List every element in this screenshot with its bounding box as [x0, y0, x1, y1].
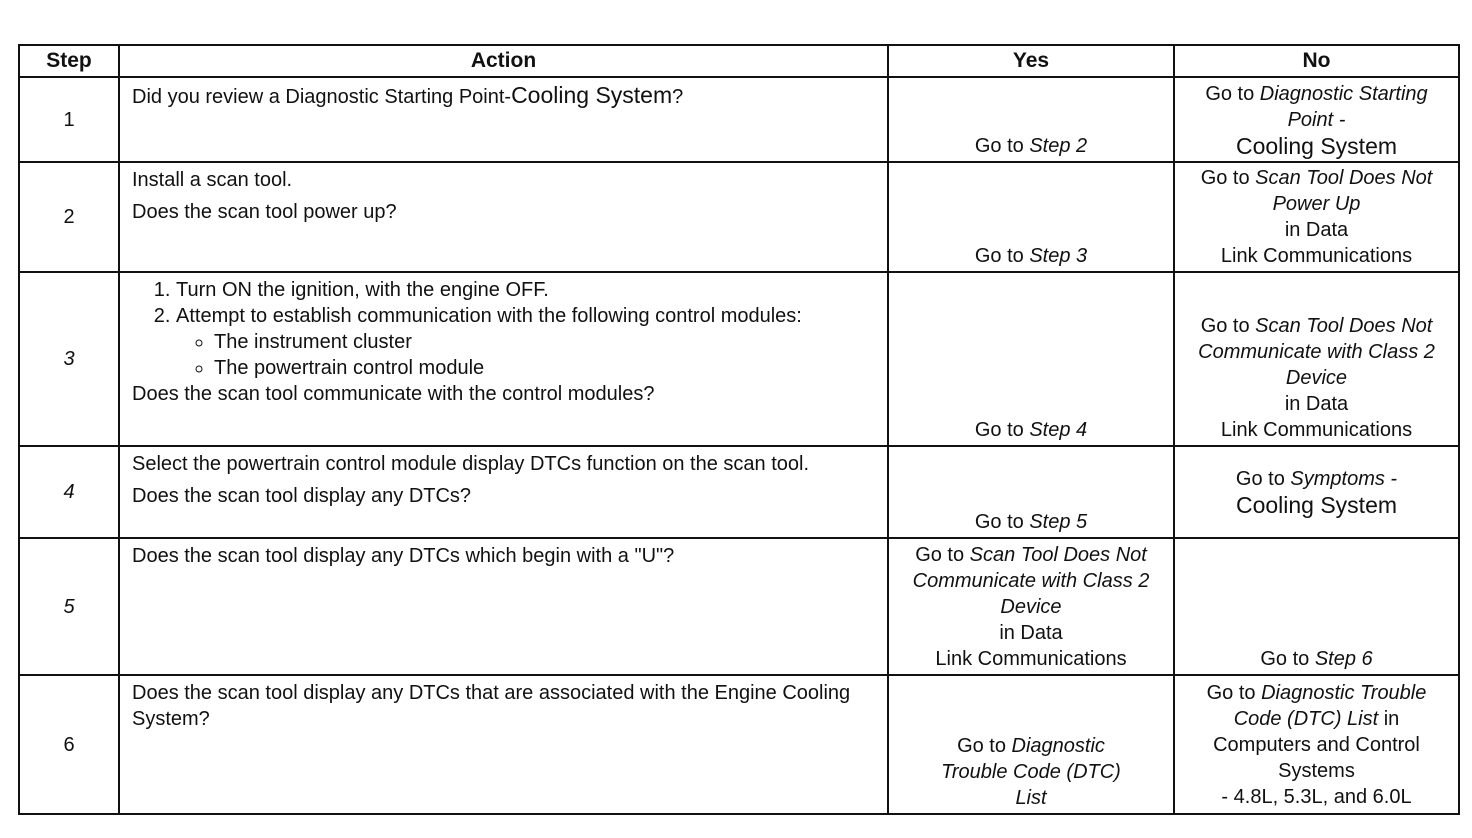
no-text: Link Communications	[1220, 245, 1413, 267]
yes-prefix: Go to	[974, 135, 1030, 157]
no-text: Link Communications	[1220, 419, 1413, 441]
no-prefix: Go to	[1260, 648, 1315, 670]
yes-text: in Data	[999, 622, 1063, 644]
yes-cell	[888, 77, 1174, 162]
header-row	[19, 45, 1459, 77]
yes-prefix: Go to	[957, 735, 1012, 757]
action-cell	[119, 446, 888, 538]
yes-link[interactable]: Step 2	[1029, 135, 1088, 157]
step-number: 4	[19, 446, 119, 538]
step-number: 3	[19, 272, 119, 446]
action-cell	[119, 272, 888, 446]
yes-prefix: Go to	[974, 419, 1030, 441]
yes-prefix: Go to	[915, 544, 970, 566]
yes-link[interactable]: Scan Tool Does Not Communicate with Class 2 Device	[912, 544, 1150, 618]
yes-link[interactable]: Step 3	[1029, 245, 1088, 267]
action-text: ?	[672, 86, 684, 108]
table-row	[19, 538, 1459, 675]
header-no: No	[1174, 45, 1459, 77]
no-text: in Computers and Control Systems	[1213, 708, 1420, 782]
no-prefix: Go to	[1200, 167, 1256, 189]
no-prefix: Go to	[1205, 83, 1260, 105]
no-cell	[1174, 538, 1459, 675]
action-text: Cooling System	[511, 82, 673, 108]
no-prefix: Go to	[1235, 468, 1291, 490]
no-cell	[1174, 77, 1459, 162]
yes-prefix: Go to	[974, 511, 1030, 533]
yes-cell	[888, 272, 1174, 446]
table-row	[19, 162, 1459, 272]
no-text: in Data	[1284, 393, 1349, 415]
no-text: Cooling System	[1235, 492, 1398, 518]
header-action: Action	[119, 45, 888, 77]
no-cell	[1174, 162, 1459, 272]
step-number: 2	[19, 162, 119, 272]
no-link[interactable]: Scan Tool Does Not Communicate with Class 2 Device	[1198, 315, 1435, 389]
no-text: in Data	[1284, 219, 1349, 241]
diagnostic-table	[18, 44, 1460, 815]
action-question: Does the scan tool display any DTCs which begin with a "U"?	[132, 545, 675, 567]
action-question: Does the scan tool power up?	[132, 201, 397, 223]
yes-cell	[888, 446, 1174, 538]
yes-cell	[888, 675, 1174, 814]
table-row	[19, 272, 1459, 446]
no-text: Cooling System	[1235, 133, 1398, 159]
action-question: Does the scan tool display any DTCs that are associated with the Engine Cooling System?	[132, 682, 851, 730]
step-number: 6	[19, 675, 119, 814]
yes-cell	[888, 162, 1174, 272]
bullet-list	[176, 329, 877, 381]
no-link[interactable]: Diagnostic Trouble Code (DTC) List	[1233, 682, 1427, 730]
no-prefix: Go to	[1200, 315, 1256, 337]
no-link[interactable]: Step 6	[1314, 648, 1373, 670]
yes-link[interactable]: Diagnostic Trouble Code (DTC) List	[941, 735, 1121, 809]
no-link[interactable]: Diagnostic Starting Point -	[1259, 83, 1428, 131]
action-cell	[119, 77, 888, 162]
list-item: ◦ The powertrain control module	[214, 355, 877, 381]
action-question: Does the scan tool display any DTCs?	[132, 485, 472, 507]
table-row	[19, 675, 1459, 814]
action-question: Does the scan tool communicate with the control modules?	[132, 383, 655, 405]
list-item: 1. Turn ON the ignition, with the engine OFF.	[176, 277, 877, 303]
yes-text: Link Communications	[935, 648, 1127, 670]
action-text: Install a scan tool.	[132, 169, 293, 191]
step-list	[132, 277, 877, 381]
no-cell	[1174, 272, 1459, 446]
yes-link[interactable]: Step 5	[1029, 511, 1088, 533]
no-cell	[1174, 675, 1459, 814]
table-row	[19, 446, 1459, 538]
list-item: ◦ The instrument cluster	[214, 329, 877, 355]
no-cell	[1174, 446, 1459, 538]
no-link[interactable]: Scan Tool Does Not Power Up	[1255, 167, 1433, 215]
table-row	[19, 77, 1459, 162]
header-step: Step	[19, 45, 119, 77]
yes-prefix: Go to	[974, 245, 1030, 267]
yes-link[interactable]: Step 4	[1029, 419, 1088, 441]
action-cell	[119, 162, 888, 272]
action-text: Did you review a Diagnostic Starting Point-	[132, 86, 512, 108]
list-item: 2. Attempt to establish communication with the following control modules: ◦ The instrument cluster ◦ The powertrain control module	[176, 303, 877, 381]
no-prefix: Go to	[1206, 682, 1262, 704]
action-cell	[119, 538, 888, 675]
step-number: 1	[19, 77, 119, 162]
yes-cell	[888, 538, 1174, 675]
action-cell	[119, 675, 888, 814]
action-text: Select the powertrain control module display DTCs function on the scan tool.	[132, 453, 810, 475]
step-number: 5	[19, 538, 119, 675]
no-link[interactable]: Symptoms -	[1290, 468, 1398, 490]
no-text: - 4.8L, 5.3L, and 6.0L	[1221, 786, 1412, 808]
header-yes: Yes	[888, 45, 1174, 77]
